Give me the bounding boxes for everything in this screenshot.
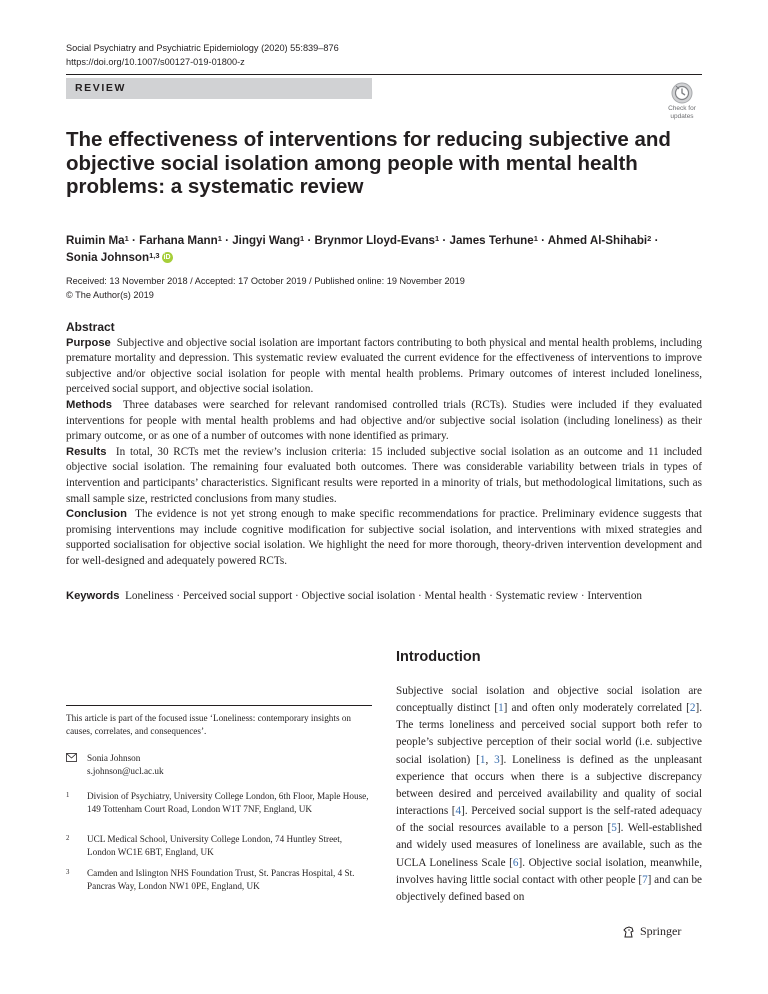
- author-name[interactable]: Ruimin Ma: [66, 234, 125, 247]
- methods-label: Methods: [66, 398, 112, 411]
- abstract-heading: Abstract: [66, 320, 115, 334]
- affiliation-3: [66, 867, 372, 907]
- intro-text-run: ]. Objective social isolation, meanwhile, involves having little social contact with other people [: [396, 856, 702, 886]
- author-name[interactable]: Brynmor Lloyd-Evans: [314, 234, 436, 247]
- citation-link[interactable]: 6: [512, 856, 519, 869]
- journal-header: [66, 41, 339, 69]
- introduction-text: [396, 683, 702, 906]
- publisher-name: Springer: [640, 924, 682, 938]
- check-updates-line1: Check for: [668, 105, 696, 112]
- intro-text-run: ]. The terms loneliness and perceived social support both refer to people’s subjective perception of their social world (i.e. subjective social isolation) [: [396, 702, 702, 766]
- author-separator: ·: [221, 234, 233, 247]
- author-affiliation-marker: 1: [435, 234, 440, 243]
- copyright: © The Author(s) 2019: [66, 290, 154, 300]
- purpose-text: Subjective and objective social isolation are important factors contributing to both physical and mental health problems, including premature mortality and depression. This systematic review evaluated the current evidence for the effectiveness of interventions to improve subjective and/or objective social isolation for people with mental health problems. Primary outcomes of interest included loneliness, perceived social support, and objective social isolation.: [66, 336, 702, 396]
- abstract-purpose: [66, 336, 702, 398]
- citation-link[interactable]: 1: [498, 702, 504, 715]
- intro-text-run: Subjective social isolation and objective social isolation are conceptually distinct [: [396, 685, 702, 715]
- affiliation-1: [66, 790, 372, 830]
- intro-text-run: ]. Perceived social support is the self-rated adequacy of the social resources available to a person [: [396, 805, 703, 835]
- history-dates: Received: 13 November 2018 / Accepted: 17 October 2019 / Published online: 19 November 2019: [66, 276, 465, 286]
- abstract: [66, 320, 702, 570]
- section-label: REVIEW: [75, 82, 127, 94]
- author-name[interactable]: Farhana Mann: [139, 234, 218, 247]
- affiliation-text: UCL Medical School, University College London, 74 Huntley Street, London WC1E 6BT, England, UK: [87, 834, 343, 857]
- results-label: Results: [66, 445, 107, 458]
- citation-link[interactable]: 2: [689, 702, 696, 715]
- conclusion-label: Conclusion: [66, 508, 127, 521]
- author-separator: ·: [439, 234, 450, 247]
- envelope-icon: [66, 753, 77, 762]
- check-updates-line2: updates: [670, 113, 694, 120]
- author-affiliation-marker: 1: [124, 234, 129, 243]
- purpose-label: Purpose: [66, 336, 111, 349]
- author-separator: ·: [537, 234, 548, 247]
- issue-note: This article is part of the focused issue ‘Loneliness: contemporary insights on causes, correlates, and consequences’.: [66, 713, 352, 736]
- results-text: In total, 30 RCTs met the review’s inclusion criteria: 15 included subjective social isolation as an outcome and 11 included objective social isolation. The remaining four evaluated both outcomes. There was considerable variability between trials in types of intervention and participants’ characteristics. Significant results were reported in a minority of trials, but methodological limitations, such as small sample size, restricted conclusions from many studies.: [66, 445, 703, 505]
- corresponding-author: [66, 752, 372, 780]
- citation-link[interactable]: 4: [455, 805, 462, 818]
- keywords: [66, 589, 702, 605]
- article-dates: [66, 274, 706, 302]
- citation-link[interactable]: 3: [494, 753, 500, 766]
- author-list: [66, 232, 706, 266]
- orcid-icon[interactable]: iD: [163, 254, 171, 262]
- abstract-results: [66, 445, 702, 507]
- corresponding-name: Sonia Johnson: [87, 753, 141, 763]
- intro-text-run: ]. Loneliness is defined as the unpleasant experience that occurs when there is a subjective discrepancy between desired and perceived availability and quality of social interactions [: [396, 753, 702, 818]
- affiliation-text: Camden and Islington NHS Foundation Trust, St. Pancras Hospital, 4 St. Pancras Way, London NW1 0PE, England, UK: [87, 868, 355, 891]
- check-updates-icon: [671, 82, 693, 104]
- author-separator: ·: [128, 234, 140, 247]
- doi-link[interactable]: https://doi.org/10.1007/s00127-019-01800-z: [66, 57, 245, 67]
- intro-text-run: ,: [485, 753, 495, 766]
- abstract-conclusion: [66, 507, 702, 569]
- author-name[interactable]: Sonia Johnson: [66, 251, 150, 264]
- affiliation-number: 2: [66, 835, 70, 842]
- introduction-heading: Introduction: [396, 649, 481, 665]
- section-label-bar: [66, 78, 372, 99]
- keywords-label: Keywords: [66, 590, 120, 602]
- springer-horse-icon: [622, 925, 636, 939]
- author-affiliation-marker: 1: [533, 234, 538, 243]
- article-title: The effectiveness of interventions for reducing subjective and objective social isolation among people with mental health problems: a systematic review: [66, 128, 671, 198]
- intro-text-run: ] and can be objectively defined based on: [396, 873, 703, 903]
- keywords-text: Loneliness · Perceived social support · Objective social isolation · Mental health · Systematic review · Intervention: [125, 590, 643, 602]
- conclusion-text: The evidence is not yet strong enough to make specific recommendations for practice. Preliminary evidence suggests that promising interventions may include cognitive modification for subjective social isolation, and interventions with mixed strategies and supported socialisation for objective social isolation. We highlight the need for more thorough, theory-driven intervention development and for well-designed and adequately powered RCTs.: [66, 508, 702, 567]
- citation-link[interactable]: 1: [479, 753, 486, 766]
- affiliation-2: [66, 833, 372, 861]
- author-affiliation-marker: 1: [300, 234, 305, 243]
- author-affiliation-marker: 2: [647, 234, 652, 243]
- author-name[interactable]: James Terhune: [449, 234, 534, 247]
- affiliation-number: 1: [66, 792, 70, 799]
- journal-citation: Social Psychiatry and Psychiatric Epidemiology (2020) 55:839–876: [66, 43, 339, 53]
- intro-text-run: ] and often only moderately correlated [: [503, 702, 690, 715]
- check-for-updates-badge[interactable]: [662, 82, 702, 118]
- author-name[interactable]: Ahmed Al-Shihabi: [547, 234, 648, 247]
- footnote-divider: [66, 705, 372, 706]
- header-divider: [66, 74, 702, 75]
- author-separator: ·: [304, 234, 315, 247]
- citation-link[interactable]: 7: [642, 873, 648, 886]
- author-affiliation-marker: 1: [217, 234, 222, 243]
- intro-text-run: ]. Well-established and widely used measures of loneliness are available, such as the UCLA Loneliness Scale [: [396, 822, 703, 869]
- abstract-methods: [66, 398, 702, 445]
- citation-link[interactable]: 5: [611, 822, 617, 835]
- corresponding-email[interactable]: s.johnson@ucl.ac.uk: [87, 765, 164, 776]
- affiliation-text: Division of Psychiatry, University College London, 6th Floor, Maple House, 149 Tottenham Court Road, London W1T 7NF, England, UK: [87, 791, 369, 814]
- affiliation-number: 3: [66, 869, 70, 876]
- publisher-logo: [622, 924, 681, 939]
- methods-text: Three databases were searched for relevant randomised controlled trials (RCTs). Studies were included if they evaluated interventions for people with mental health problems and had objective and/or subjective social isolation (including loneliness) as their primary outcome, or as one of a number of outcomes with none identified as primary.: [66, 398, 702, 443]
- author-separator: ·: [651, 234, 659, 247]
- author-affiliation-marker: 1,3: [149, 251, 160, 260]
- author-name[interactable]: Jingyi Wang: [232, 234, 301, 247]
